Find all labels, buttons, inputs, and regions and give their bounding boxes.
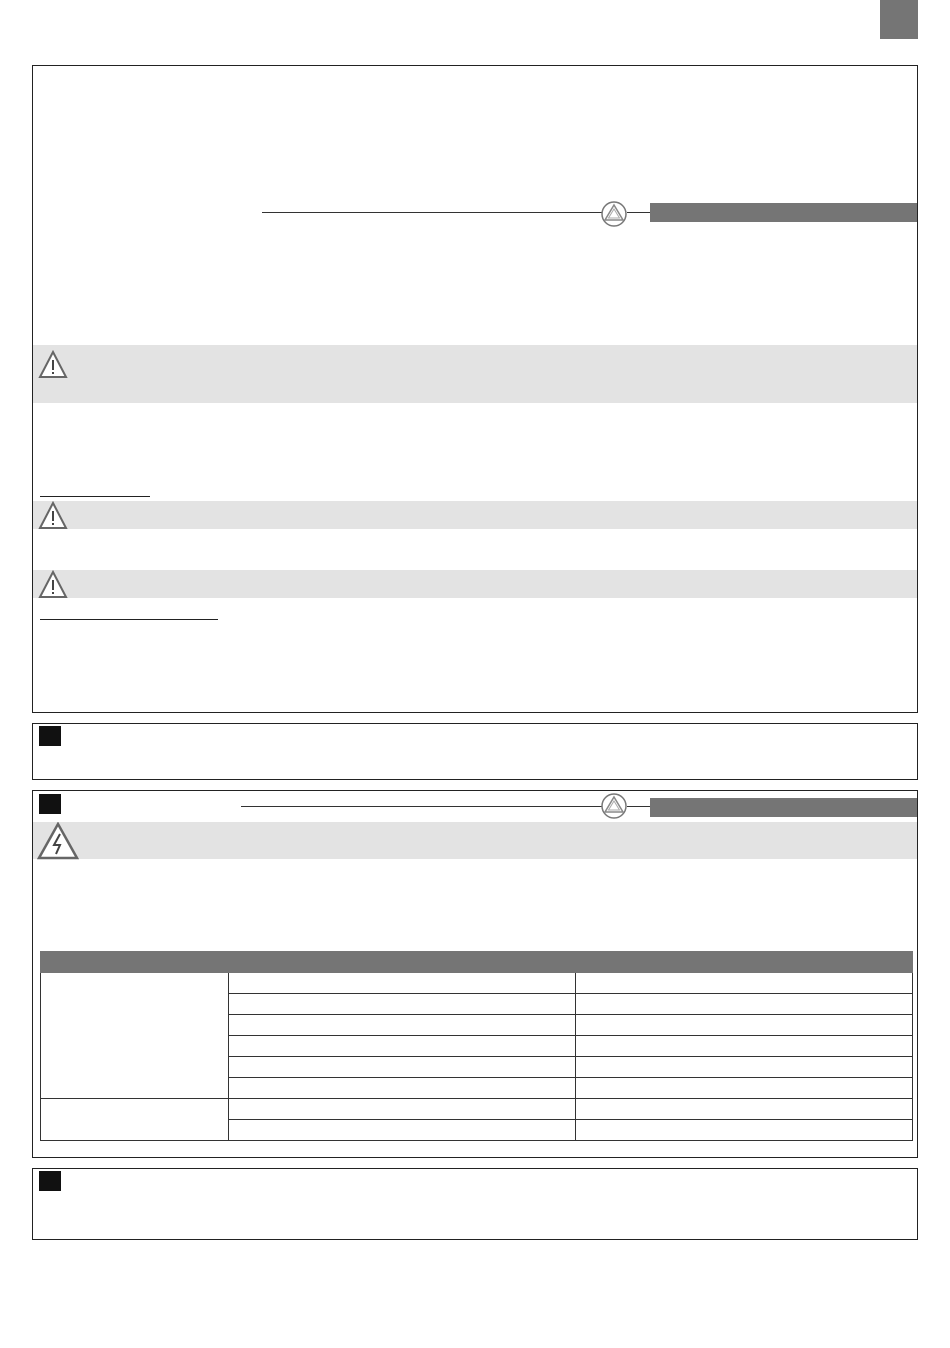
table-cell [229, 1057, 576, 1078]
section-1-number-badge [39, 726, 61, 746]
table-cell [576, 973, 913, 994]
warning-band [33, 570, 917, 598]
heading-rule-short [627, 212, 651, 213]
table-header-cell [41, 952, 229, 973]
recycle-triangle-icon [600, 792, 628, 820]
section-heading-bar [650, 203, 917, 222]
heading-rule-short [627, 806, 651, 807]
table-cell [576, 1078, 913, 1099]
section-3-number-badge [39, 1171, 61, 1191]
warning-triangle-icon [38, 570, 68, 600]
page-corner-tab [880, 0, 918, 39]
table-cell [229, 1120, 576, 1141]
recycle-triangle-icon [600, 200, 628, 228]
section-heading-bar [650, 798, 917, 817]
table-cell [576, 1036, 913, 1057]
subheading-underline [40, 619, 218, 620]
warning-triangle-icon [38, 501, 68, 531]
heading-rule [262, 212, 602, 213]
spec-table [40, 951, 913, 1141]
warning-band [33, 345, 917, 403]
table-cell [576, 1057, 913, 1078]
table-row [41, 1099, 913, 1120]
spec-table-wrapper [40, 951, 912, 1141]
table-cell [576, 994, 913, 1015]
table-cell [576, 1099, 913, 1120]
table-group-label [41, 1099, 229, 1141]
table-group-label [41, 973, 229, 1099]
warning-band [33, 501, 917, 529]
electric-hazard-icon [37, 822, 79, 860]
table-cell [576, 1120, 913, 1141]
section-1-box [32, 723, 918, 780]
table-header-cell [229, 952, 576, 973]
section-2-number-badge [39, 794, 61, 814]
table-cell [229, 973, 576, 994]
table-header-row [41, 952, 913, 973]
table-cell [576, 1015, 913, 1036]
table-header-cell [576, 952, 913, 973]
section-3-box [32, 1168, 918, 1240]
table-cell [229, 1015, 576, 1036]
table-cell [229, 1036, 576, 1057]
table-cell [229, 994, 576, 1015]
heading-rule [241, 806, 602, 807]
table-cell [229, 1099, 576, 1120]
hazard-band [33, 822, 917, 859]
table-cell [229, 1078, 576, 1099]
subheading-underline [40, 496, 150, 497]
warning-triangle-icon [38, 350, 68, 380]
table-row [41, 973, 913, 994]
